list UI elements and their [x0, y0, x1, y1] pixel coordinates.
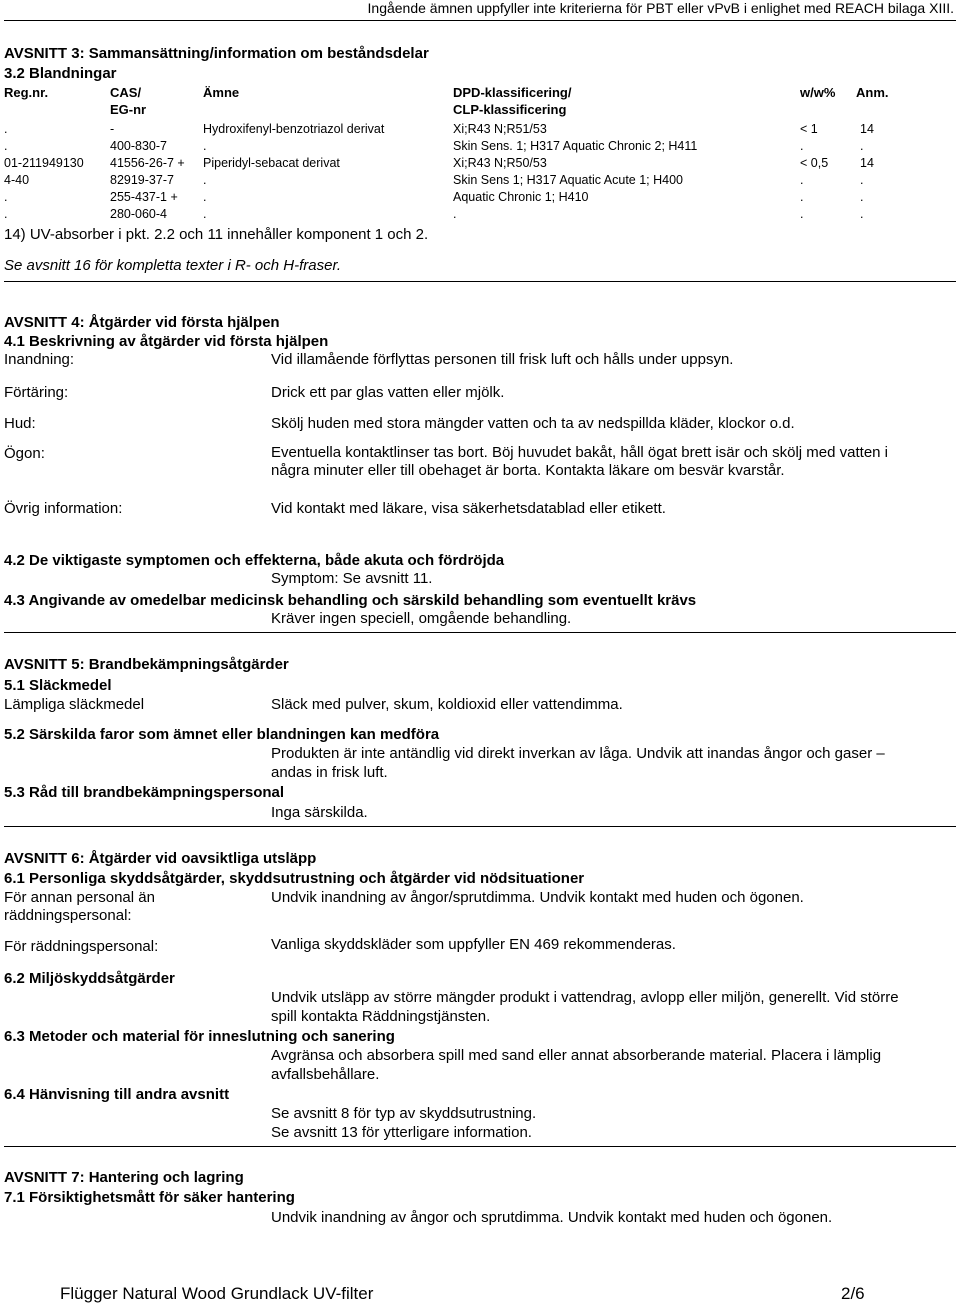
th-amne: Ämne [203, 85, 240, 100]
section7-title: AVSNITT 7: Hantering och lagring [4, 1169, 244, 1186]
text-ovrig: Vid kontakt med läkare, visa säkerhetsdatablad eller etikett. [271, 500, 666, 517]
section6-sub4: 6.4 Hänvisning till andra avsnitt [4, 1086, 230, 1103]
text-hud: Skölj huden med stora mängder vatten och ta av nedspillda kläder, klockor o.d. [271, 415, 795, 432]
cell-anm: . [860, 139, 864, 153]
cell-klass: Xi;R43 N;R51/53 [453, 122, 547, 136]
section6-sub1: 6.1 Personliga skyddsåtgärder, skyddsutrustning och åtgärder vid nödsituationer [4, 870, 585, 887]
cell-amne: . [203, 139, 207, 153]
cell-klass: Aquatic Chronic 1; H410 [453, 190, 589, 204]
section5-title: AVSNITT 5: Brandbekämpningsåtgärder [4, 656, 289, 673]
cell-amne: . [203, 173, 207, 187]
section7-sub1-text: Undvik inandning av ångor och sprutdimma. Undvik kontakt med huden och ögonen. [271, 1209, 833, 1226]
section4-rule [4, 632, 956, 633]
section6-sub4-text-2: Se avsnitt 13 för ytterligare information. [271, 1124, 532, 1141]
section4-sub2-text: Symptom: Se avsnitt 11. [271, 570, 433, 587]
section4-sub3-text: Kräver ingen speciell, omgående behandling. [271, 610, 572, 627]
section3-ref: Se avsnitt 16 för kompletta texter i R- och H-fraser. [4, 257, 342, 274]
label-ogon: Ögon: [4, 445, 45, 462]
header-rule [4, 20, 956, 21]
cell-klass: Skin Sens. 1; H317 Aquatic Chronic 2; H411 [453, 139, 698, 153]
th-ww: w/w% [800, 85, 836, 100]
text-inandning: Vid illamående förflyttas personen till frisk luft och hålls under uppsyn. [271, 351, 734, 368]
cell-cas: 255-437-1 + [110, 190, 178, 204]
section5-sub3-text: Inga särskilda. [271, 804, 368, 821]
section6-title: AVSNITT 6: Åtgärder vid oavsiktliga utsläpp [4, 850, 317, 867]
label-fortaring: Förtäring: [4, 384, 69, 401]
section3-note: 14) UV-absorber i pkt. 2.2 och 11 innehåller komponent 1 och 2. [4, 226, 429, 243]
cell-regnr: 01-211949130 [4, 156, 84, 170]
section6-rule [4, 1146, 956, 1147]
cell-klass: Skin Sens 1; H317 Aquatic Acute 1; H400 [453, 173, 684, 187]
section6-sub3: 6.3 Metoder och material för inneslutning och sanering [4, 1028, 395, 1045]
cell-ww: . [800, 190, 804, 204]
cell-cas: 280-060-4 [110, 207, 167, 221]
section5-sub2-text-1: Produkten är inte antändlig vid direkt inverkan av låga. Undvik att inandas ångor och gaser – [271, 745, 885, 762]
label-inandning: Inandning: [4, 351, 75, 368]
section7-sub1: 7.1 Försiktighetsmått för säker hantering [4, 1189, 295, 1206]
section3-rule [4, 281, 956, 282]
section6-sub2-text-1: Undvik utsläpp av större mängder produkt i vattendrag, avlopp eller miljön, generellt. Vid större [271, 989, 899, 1006]
section4-sub2: 4.2 De viktigaste symptomen och effekterna, både akuta och fördröjda [4, 552, 505, 569]
cell-regnr: . [4, 139, 8, 153]
th-dpd: DPD-klassificering/ [453, 85, 572, 100]
section6-sub3-text-1: Avgränsa och absorbera spill med sand eller annat absorberande material. Placera i lämplig [271, 1047, 882, 1064]
cell-anm: . [860, 207, 864, 221]
section4-sub1: 4.1 Beskrivning av åtgärder vid första hjälpen [4, 333, 329, 350]
th-anm: Anm. [856, 85, 889, 100]
cell-regnr: . [4, 190, 8, 204]
section5-sub2-text-2: andas in frisk luft. [271, 764, 388, 781]
section5-sub2: 5.2 Särskilda faror som ämnet eller blandningen kan medföra [4, 726, 440, 743]
cell-cas: 400-830-7 [110, 139, 167, 153]
th-regnr: Reg.nr. [4, 85, 49, 100]
cell-klass: . [453, 207, 457, 221]
section6-sub2: 6.2 Miljöskyddsåtgärder [4, 970, 175, 987]
cell-regnr: 4-40 [4, 173, 30, 187]
text-ogon: Eventuella kontaktlinser tas bort. Böj huvudet bakåt, håll ögat brett isär och skölj med vatten i [271, 444, 889, 461]
text-ogon-2: några minuter eller till obehaget är borta. Kontakta läkare om besvär kvarstår. [271, 462, 785, 479]
section6-sub3-text-2: avfallsbehållare. [271, 1066, 380, 1083]
cell-cas: - [110, 122, 115, 136]
section5-sub3: 5.3 Råd till brandbekämpningspersonal [4, 784, 285, 801]
cell-amne: . [203, 207, 207, 221]
cell-anm: . [860, 173, 864, 187]
section5-rule [4, 826, 956, 827]
cell-amne: Hydroxifenyl-benzotriazol derivat [203, 122, 385, 136]
cell-ww: . [800, 139, 804, 153]
cell-anm: 14 [860, 122, 874, 136]
text-raddningspersonal: Vanliga skyddskläder som uppfyller EN 469 rekommenderas. [271, 936, 676, 953]
label-annan-personal-2: räddningspersonal: [4, 907, 132, 924]
section5-sub1: 5.1 Släckmedel [4, 677, 112, 694]
label-ovrig: Övrig information: [4, 500, 123, 517]
cell-regnr: . [4, 122, 8, 136]
text-slackmedel: Släck med pulver, skum, koldioxid eller vattendimma. [271, 696, 623, 713]
label-raddningspersonal: För räddningspersonal: [4, 938, 159, 955]
cell-amne: . [203, 190, 207, 204]
section4-sub3: 4.3 Angivande av omedelbar medicinsk behandling och särskild behandling som eventuellt krävs [4, 592, 697, 609]
section4-title: AVSNITT 4: Åtgärder vid första hjälpen [4, 314, 280, 331]
section3-sub: 3.2 Blandningar [4, 65, 117, 82]
cell-ww: < 1 [800, 122, 818, 136]
th-clp: CLP-klassificering [453, 102, 567, 117]
cell-anm: . [860, 190, 864, 204]
cell-anm: 14 [860, 156, 874, 170]
cell-cas: 82919-37-7 [110, 173, 174, 187]
footer-product: Flügger Natural Wood Grundlack UV-filter [60, 1284, 374, 1303]
header-note: Ingående ämnen uppfyller inte kriterierna för PBT eller vPvB i enlighet med REACH bilaga XIII. [367, 0, 954, 16]
th-cas: CAS/ [110, 85, 142, 100]
cell-ww: . [800, 207, 804, 221]
text-annan-personal: Undvik inandning av ångor/sprutdimma. Undvik kontakt med huden och ögonen. [271, 889, 804, 906]
th-eg: EG-nr [110, 102, 147, 117]
cell-amne: Piperidyl-sebacat derivat [203, 156, 340, 170]
footer-page-number: 2/6 [841, 1284, 865, 1303]
cell-klass: Xi;R43 N;R50/53 [453, 156, 547, 170]
cell-ww: . [800, 173, 804, 187]
section6-sub4-text-1: Se avsnitt 8 för typ av skyddsutrustning. [271, 1105, 537, 1122]
cell-regnr: . [4, 207, 8, 221]
cell-ww: < 0,5 [800, 156, 829, 170]
section6-sub2-text-2: spill kontakta Räddningstjänsten. [271, 1008, 491, 1025]
label-hud: Hud: [4, 415, 36, 432]
label-annan-personal: För annan personal än [4, 889, 155, 906]
section3-title: AVSNITT 3: Sammansättning/information om beståndsdelar [4, 45, 429, 62]
label-slackmedel: Lämpliga släckmedel [4, 696, 145, 713]
cell-cas: 41556-26-7 + [110, 156, 185, 170]
text-fortaring: Drick ett par glas vatten eller mjölk. [271, 384, 505, 401]
